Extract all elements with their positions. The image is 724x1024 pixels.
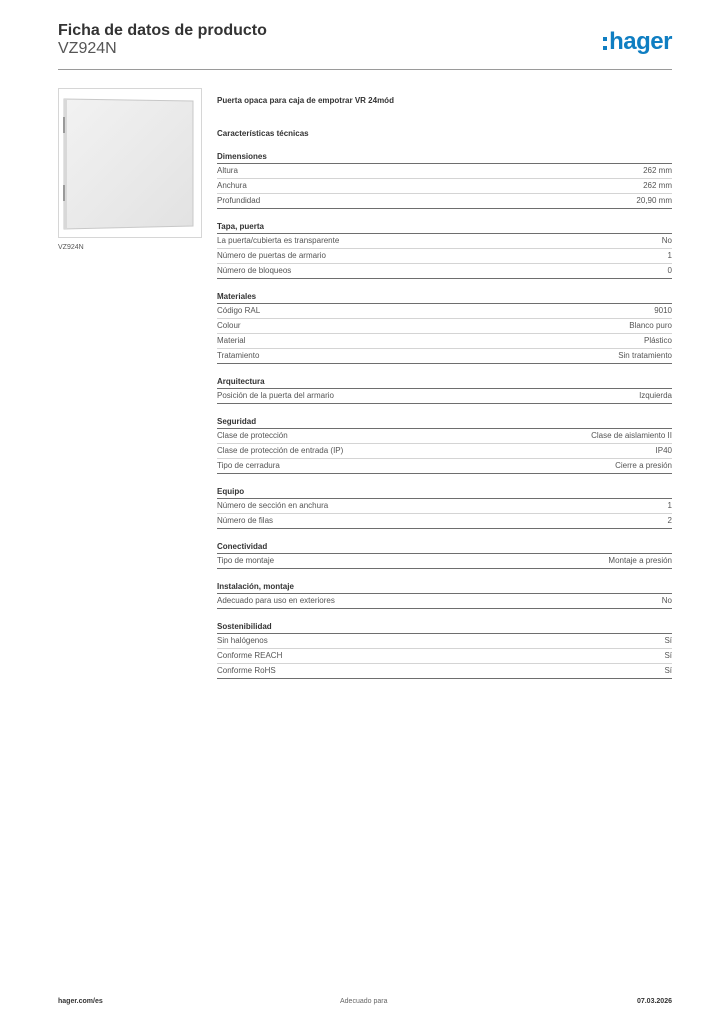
spec-label: Tipo de cerradura (217, 461, 280, 470)
hager-logo (603, 26, 672, 58)
section-title: Tapa, puerta (217, 221, 672, 234)
spec-row (217, 179, 672, 194)
spec-row (217, 264, 672, 279)
spec-label: Tipo de montaje (217, 556, 275, 565)
spec-value: 1 (667, 501, 672, 510)
spec-label: Profundidad (217, 196, 261, 205)
spec-section (217, 541, 672, 569)
spec-label: Clase de protección de entrada (IP) (217, 446, 344, 455)
spec-label: Colour (217, 321, 241, 330)
spec-label: Adecuado para uso en exteriores (217, 596, 335, 605)
spec-label: Altura (217, 166, 238, 175)
spec-label: Posición de la puerta del armario (217, 391, 334, 400)
spec-row (217, 444, 672, 459)
spec-label: Conforme RoHS (217, 666, 276, 675)
spec-row (217, 164, 672, 179)
spec-value: Sí (664, 636, 672, 645)
section-title: Materiales (217, 291, 672, 304)
spec-label: Código RAL (217, 306, 261, 315)
spec-label: Tratamiento (217, 351, 260, 360)
spec-label: Número de sección en anchura (217, 501, 329, 510)
page-header (58, 22, 672, 70)
spec-row (217, 304, 672, 319)
spec-section (217, 291, 672, 364)
spec-value: Sí (664, 651, 672, 660)
page-footer (58, 998, 672, 1010)
spec-section (217, 486, 672, 529)
spec-value: Izquierda (639, 391, 672, 400)
spec-rows (217, 429, 672, 474)
section-title: Sostenibilidad (217, 621, 672, 634)
spec-value: Montaje a presión (608, 556, 672, 565)
spec-row (217, 664, 672, 679)
spec-row (217, 594, 672, 609)
spec-value: 2 (667, 516, 672, 525)
document-title: Ficha de datos de producto (58, 22, 267, 39)
spec-label: Material (217, 336, 246, 345)
logo-colon-icon (603, 37, 607, 50)
spec-value: Sí (664, 666, 672, 675)
product-details (217, 96, 672, 679)
spec-rows (217, 234, 672, 279)
header-divider (58, 69, 672, 70)
image-caption: VZ924N (58, 244, 84, 251)
spec-label: Número de bloqueos (217, 266, 292, 275)
spec-value: 0 (667, 266, 672, 275)
section-title: Equipo (217, 486, 672, 499)
spec-rows (217, 389, 672, 404)
product-name: Puerta opaca para caja de empotrar VR 24mód (217, 96, 394, 105)
section-title: Dimensiones (217, 151, 672, 164)
section-title: Instalación, montaje (217, 581, 672, 594)
spec-row (217, 499, 672, 514)
footer-website: hager.com/es (58, 998, 103, 1005)
spec-sections (217, 151, 672, 679)
spec-value: Sin tratamiento (618, 351, 672, 360)
spec-label: Clase de protección (217, 431, 288, 440)
logo-text: hager (609, 28, 672, 55)
product-code: VZ924N (58, 40, 117, 57)
spec-row (217, 459, 672, 474)
spec-section (217, 581, 672, 609)
spec-section (217, 151, 672, 209)
spec-value: IP40 (655, 446, 672, 455)
spec-row (217, 319, 672, 334)
spec-rows (217, 304, 672, 364)
section-title: Arquitectura (217, 376, 672, 389)
spec-value: Plástico (643, 336, 672, 345)
spec-section (217, 376, 672, 404)
spec-label: Conforme REACH (217, 651, 283, 660)
spec-value: No (661, 596, 672, 605)
technical-characteristics-title: Características técnicas (217, 129, 309, 138)
spec-value: Cierre a presión (615, 461, 672, 470)
spec-section (217, 416, 672, 474)
footer-date: 07.03.2026 (636, 998, 672, 1005)
spec-label: Número de puertas de armario (217, 251, 326, 260)
spec-row (217, 334, 672, 349)
spec-value: 262 mm (643, 166, 672, 175)
spec-value: 9010 (654, 306, 672, 315)
spec-rows (217, 634, 672, 679)
spec-label: Sin halógenos (217, 636, 268, 645)
spec-row (217, 429, 672, 444)
spec-label: La puerta/cubierta es transparente (217, 236, 340, 245)
spec-row (217, 649, 672, 664)
spec-rows (217, 554, 672, 569)
section-title: Seguridad (217, 416, 672, 429)
spec-row (217, 234, 672, 249)
spec-label: Número de filas (217, 516, 274, 525)
footer-center-text: Adecuado para (340, 998, 388, 1005)
spec-row (217, 249, 672, 264)
door-panel-icon (59, 89, 201, 237)
spec-row (217, 349, 672, 364)
spec-row (217, 554, 672, 569)
spec-section (217, 221, 672, 279)
section-title: Conectividad (217, 541, 672, 554)
spec-value: No (661, 236, 672, 245)
spec-row (217, 514, 672, 529)
spec-value: Clase de aislamiento II (591, 431, 672, 440)
spec-value: 262 mm (643, 181, 672, 190)
spec-row (217, 194, 672, 209)
spec-rows (217, 164, 672, 209)
spec-label: Anchura (217, 181, 247, 190)
spec-value: Blanco puro (629, 321, 672, 330)
spec-rows (217, 499, 672, 529)
product-image (58, 88, 202, 238)
spec-value: 1 (667, 251, 672, 260)
spec-row (217, 634, 672, 649)
spec-value: 20,90 mm (636, 196, 672, 205)
spec-section (217, 621, 672, 679)
spec-rows (217, 594, 672, 609)
spec-row (217, 389, 672, 404)
